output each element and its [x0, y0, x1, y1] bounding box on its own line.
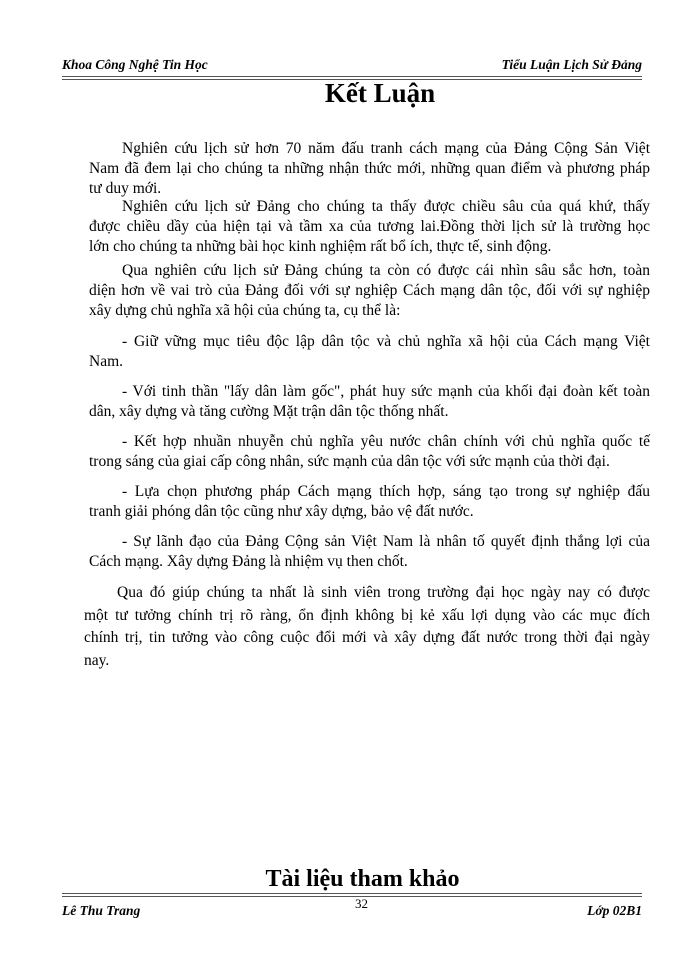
next-section-heading: Tài liệu tham khảo [265, 866, 460, 892]
paragraph [89, 139, 650, 199]
paragraph [89, 482, 650, 522]
paragraph [89, 432, 650, 472]
text-line: một tư tưởng chính trị rõ ràng, ổn định không bị kẻ xấu lợi dụng vào các mục đích [84, 606, 650, 624]
text-line: được chiều dầy của hiện tại và tầm xa của tương lai.Đồng thời lịch sử là trường học [89, 218, 650, 235]
paragraph [89, 532, 650, 572]
text-line: Nam đã đem lại cho chúng ta những nhận thức mới, những quan điểm và phương pháp [89, 160, 650, 177]
text-line: xây dựng chủ nghĩa xã hội của chúng ta, cụ thể là: [89, 302, 401, 319]
paragraph [89, 197, 650, 257]
text-line: lớn cho chúng ta những bài học kinh nghiệm rất bổ ích, thực tế, sinh động. [89, 238, 552, 255]
text-line: tranh giải phóng dân tộc cũng như xây dựng, bảo vệ đất nước. [89, 503, 474, 520]
text-line: Cách mạng. Xây dựng Đảng là nhiệm vụ then chốt. [89, 553, 408, 570]
text-line: Nam. [89, 353, 124, 370]
text-line: Qua nghiên cứu lịch sử Đảng chúng ta còn có được cái nhìn sâu sắc hơn, toàn [122, 262, 650, 279]
section-title: Kết Luận [324, 78, 436, 108]
footer-rule [62, 893, 642, 897]
paragraph [89, 382, 650, 422]
footer-author: Lê Thu Trang [62, 903, 141, 918]
text-line: Nghiên cứu lịch sử Đảng cho chúng ta thấy được chiều sâu của quá khứ, thấy [122, 198, 650, 215]
text-line: Qua đó giúp chúng ta nhất là sinh viên trong trường đại học ngày nay có được [117, 584, 650, 601]
text-line: trong sáng của giai cấp công nhân, sức mạnh của dân tộc với sức mạnh của thời đại. [89, 453, 610, 470]
page-number: 32 [355, 896, 368, 911]
text-line: tư duy mới. [89, 180, 162, 197]
header-document-title: Tiểu Luận Lịch Sử Đảng [501, 57, 642, 72]
paragraph [89, 261, 650, 321]
header-department: Khoa Công Nghệ Tin Học [62, 57, 208, 72]
text-line: - Lựa chọn phương pháp Cách mạng thích hợp, sáng tạo trong sự nghiệp đấu [122, 483, 650, 500]
text-line: diện hơn về vai trò của Đảng đối với sự nghiệp Cách mạng dân tộc, đối với sự nghiệp [89, 282, 650, 299]
page-header [62, 57, 642, 73]
footer-class: Lớp 02B1 [587, 903, 642, 918]
text-line: - Sự lãnh đạo của Đảng Cộng sản Việt Nam là nhân tố quyết định thắng lợi của [122, 533, 650, 550]
text-line: chính trị, tin tưởng vào công cuộc đổi mới và xây dựng đất nước trong thời đại ngày [84, 629, 650, 646]
page-footer [62, 903, 642, 919]
text-line: - Với tinh thần "lấy dân làm gốc", phát huy sức mạnh của khối đại đoàn kết toàn [122, 383, 650, 400]
text-line: - Giữ vững mục tiêu độc lập dân tộc và chủ nghĩa xã hội của Cách mạng Việt [122, 333, 650, 350]
text-line: Nghiên cứu lịch sử hơn 70 năm đấu tranh cách mạng của Đảng Cộng Sản Việt [122, 140, 650, 157]
paragraph [84, 582, 650, 672]
paragraph [89, 332, 650, 372]
text-line: - Kết hợp nhuần nhuyễn chủ nghĩa yêu nước chân chính với chủ nghĩa quốc tế [122, 433, 650, 450]
text-line: dân, xây dựng và tăng cường Mặt trận dân tộc thống nhất. [89, 403, 449, 420]
text-line: nay. [84, 651, 110, 669]
